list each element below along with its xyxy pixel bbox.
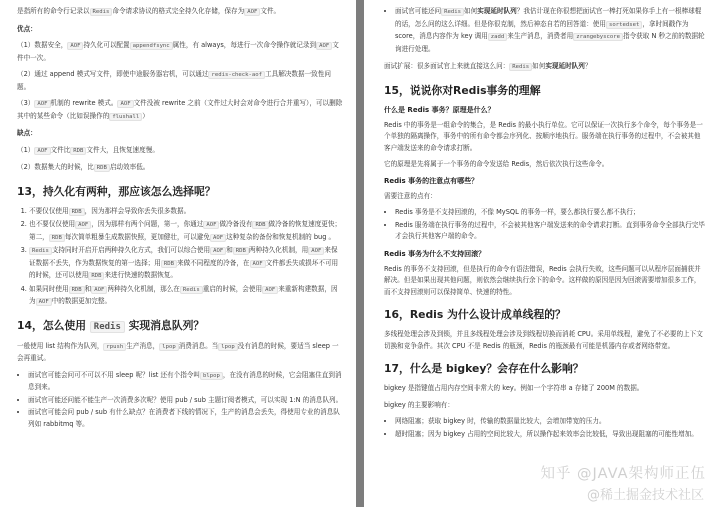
q14-item-1: • 面试官可能会问可不可以不用 sleep 呢？list 还有个指令叫 blpop ，在没有消息的时候，它会阻塞住直到消息到来。	[28, 370, 344, 394]
heading-q13: 13，持久化有两种，那应该怎么选择呢？	[17, 184, 216, 198]
delay-queue-list	[384, 6, 706, 55]
aof-intro: 是指所有的命令行记录以 Redis 命令请求协议的格式完全持久化存储，保存为 AOF 文件。	[17, 7, 281, 15]
document-page-left	[0, 0, 356, 507]
q15-para-3: 需要注意的点有：	[384, 191, 437, 200]
q15-subheading-1: 什么是 Redis 事务？原理是什么？	[384, 105, 495, 114]
q15-list	[384, 207, 706, 243]
advantages-title: 优点：	[17, 24, 37, 33]
q17-para-1: bigkey 是指键值占用内存空间非常大的 key。例如一个字符串 a 存储了 200M 的数据。	[384, 384, 644, 392]
q16-para: 多线程处理会涉及到锁，并且多线程处理会涉及到线程切换而消耗 CPU。采用单线程，避免了不必要的上下文切换和竞争条件。其次 CPU 不是 Redis 的瓶颈，Redis 的瓶颈最有可能是机器内存或者网络带宽。	[384, 330, 703, 350]
document-page-right	[364, 0, 720, 507]
heading-q16: 16，Redis 为什么设计成单线程的？	[384, 308, 566, 321]
q14-item-3: • 面试官可能会问 pub / sub 有什么缺点？在消费者下线的情况下，生产的消息会丢失，得使用专业的消息队列如 rabbitmq 等。	[28, 407, 344, 430]
q17-list	[384, 416, 706, 440]
advantage-3: （3） AOF 机制的 rewrite 模式。 AOF 文件没被 rewrite 之前（文件过大时会对命令进行合并重写），可以删除其中的某些命令（比如误操作的 flushall ）	[17, 99, 343, 120]
q14-item-2: • 面试官可能还问能不能生产一次消费多次呢？使用 pub / sub 主题订阅者模式，可以实现 1:N 的消息队列。	[28, 395, 344, 407]
q14-intro: 一般使用 list 结构作为队列， rpush 生产消息， lpop 消费消息。当 lpop 没有消息的时候，要适当 sleep 一会再重试。	[17, 341, 339, 362]
q13-item-1: 1. 不要仅仅使用 RDB ，因为那样会导致你丢失很多数据。	[29, 206, 344, 219]
q13-item-2: 2. 也不要仅仅使用 AOF ，因为那样有两个问题，第一，你通过 AOF 做冷备没有 RDB 做冷备的恢复速度更快；第二， RDB 每次简单粗暴生成数据快照，更加健壮，可以避免 AOF 这种复杂的备份和恢复机制的 bug 。	[29, 219, 344, 244]
q13-item-4: 4. 如果同时使用 RDB 和 AOF 两种持久化机制，那么在 Redis 重启的时候，会使用 AOF 来重新构建数据，因为 AOF 中的数据更加完整。	[29, 284, 344, 309]
q15-para-1: Redis 中的事务是一组命令的集合，是 Redis 的最小执行单位。它可以保证一次执行多个命令，每个事务是一个单独的隔离操作，事务中的所有命令都会序列化、按顺序地执行。服务端在执行事务的过程中，不会被其他客户端发送来的命令请求打断。	[384, 120, 703, 152]
q13-list	[17, 206, 344, 309]
advantage-2: （2）通过 append 模式写文件，即使中途服务器宕机，可以通过 redis-check-aof 工具解决数据一致性问题。	[17, 70, 331, 91]
q17-item-2: • 超时阻塞；因为 bigkey 占用的空间比较大，所以操作起来效率会比较低，导致出现阻塞的可能性增加。	[395, 429, 706, 441]
q15-item-2: • Redis 服务端在执行事务的过程中，不会被其他客户端发送来的命令请求打断。直到事务命令全部执行完毕才会执行其他客户端的命令。	[395, 220, 706, 243]
heading-q17: 17，什么是 bigkey？会存在什么影响？	[384, 362, 584, 375]
q13-item-3: 3. Redis 支持同时开启开启两种持久化方式，我们可以综合使用 AOF 和 RDB 两种持久化机制，用 AOF 来保证数据不丢失，作为数据恢复的第一选择；用 RDB 来做不同程度的冷备，在 AOF 文件都丢失或损坏不可用的时候，还可以使用 RDB 来进行快速的数据恢复。	[29, 245, 344, 283]
q15-subheading-2: Redis 事务的注意点有哪些？	[384, 176, 479, 185]
heading-q14: 14，怎么使用 Redis 实现消息队列？	[17, 318, 205, 332]
q14-list	[17, 370, 344, 431]
q15-para-2: 它的原理是先将属于一个事务的命令发送给 Redis，然后依次执行这些命令。	[384, 160, 609, 168]
watermark-juejin: @稀土掘金技术社区	[586, 488, 704, 503]
interview-extension: 面试扩展：很多面试官上来就直接这么问： Redis 如何实现延时队列？	[384, 62, 592, 70]
q17-para-2: bigkey 的主要影响有：	[384, 400, 454, 409]
page-gutter	[356, 0, 364, 507]
disadvantages-title: 缺点：	[17, 129, 37, 137]
advantage-1: （1）数据安全， AOF 持久化可以配置 appendfsync 属性，有 always，每进行一次命令操作就记录到 AOF 文件中一次。	[17, 41, 339, 62]
delay-queue-item: • 面试官可能还问 Redis 如何实现延时队列？我估计现在你很想把面试官一棒打死如果你手上有一根棒球棍的话，怎么问的这么详细。但是你很克制，然后神态自若的回答道：使用 sortedset ，拿时间戳作为 score，消息内容作为 key 调用 zadd 来生产消息，消费者用 zrangebyscore 指令获取 N 秒之前的数据轮询进行处理。	[395, 6, 706, 55]
q15-subheading-3: Redis 事务为什么不支持回滚？	[384, 249, 486, 258]
disadvantage-1: （1） AOF 文件比 RDB 文件大，且恢复速度慢。	[17, 145, 159, 154]
q15-para-4: Redis 的事务不支持回滚，但是执行的命令有语法错误，Redis 会执行失败，这些问题可以从程序层面捕获并解决。但是如果出现其他问题，则依然会继续执行余下的命令。这样做的原因是因为回滚需要增加很多工作，而不支持回滚则可以保持简单、快速的特性。	[384, 264, 701, 296]
q15-item-1: • Redis 事务是不支持回滚的，不像 MySQL 的事务一样，要么都执行要么都不执行；	[395, 207, 706, 219]
disadvantage-2: （2）数据集大的时候，比 RDB 启动效率低。	[17, 163, 150, 171]
heading-q15: 15，说说你对Redis事务的理解	[384, 83, 541, 97]
watermark-zhihu: 知乎 @JAVA架构师正伍	[540, 466, 706, 482]
q17-item-1: • 网络阻塞；获取 bigkey 时，传输的数据量比较大，会增加带宽的压力。	[395, 416, 706, 428]
